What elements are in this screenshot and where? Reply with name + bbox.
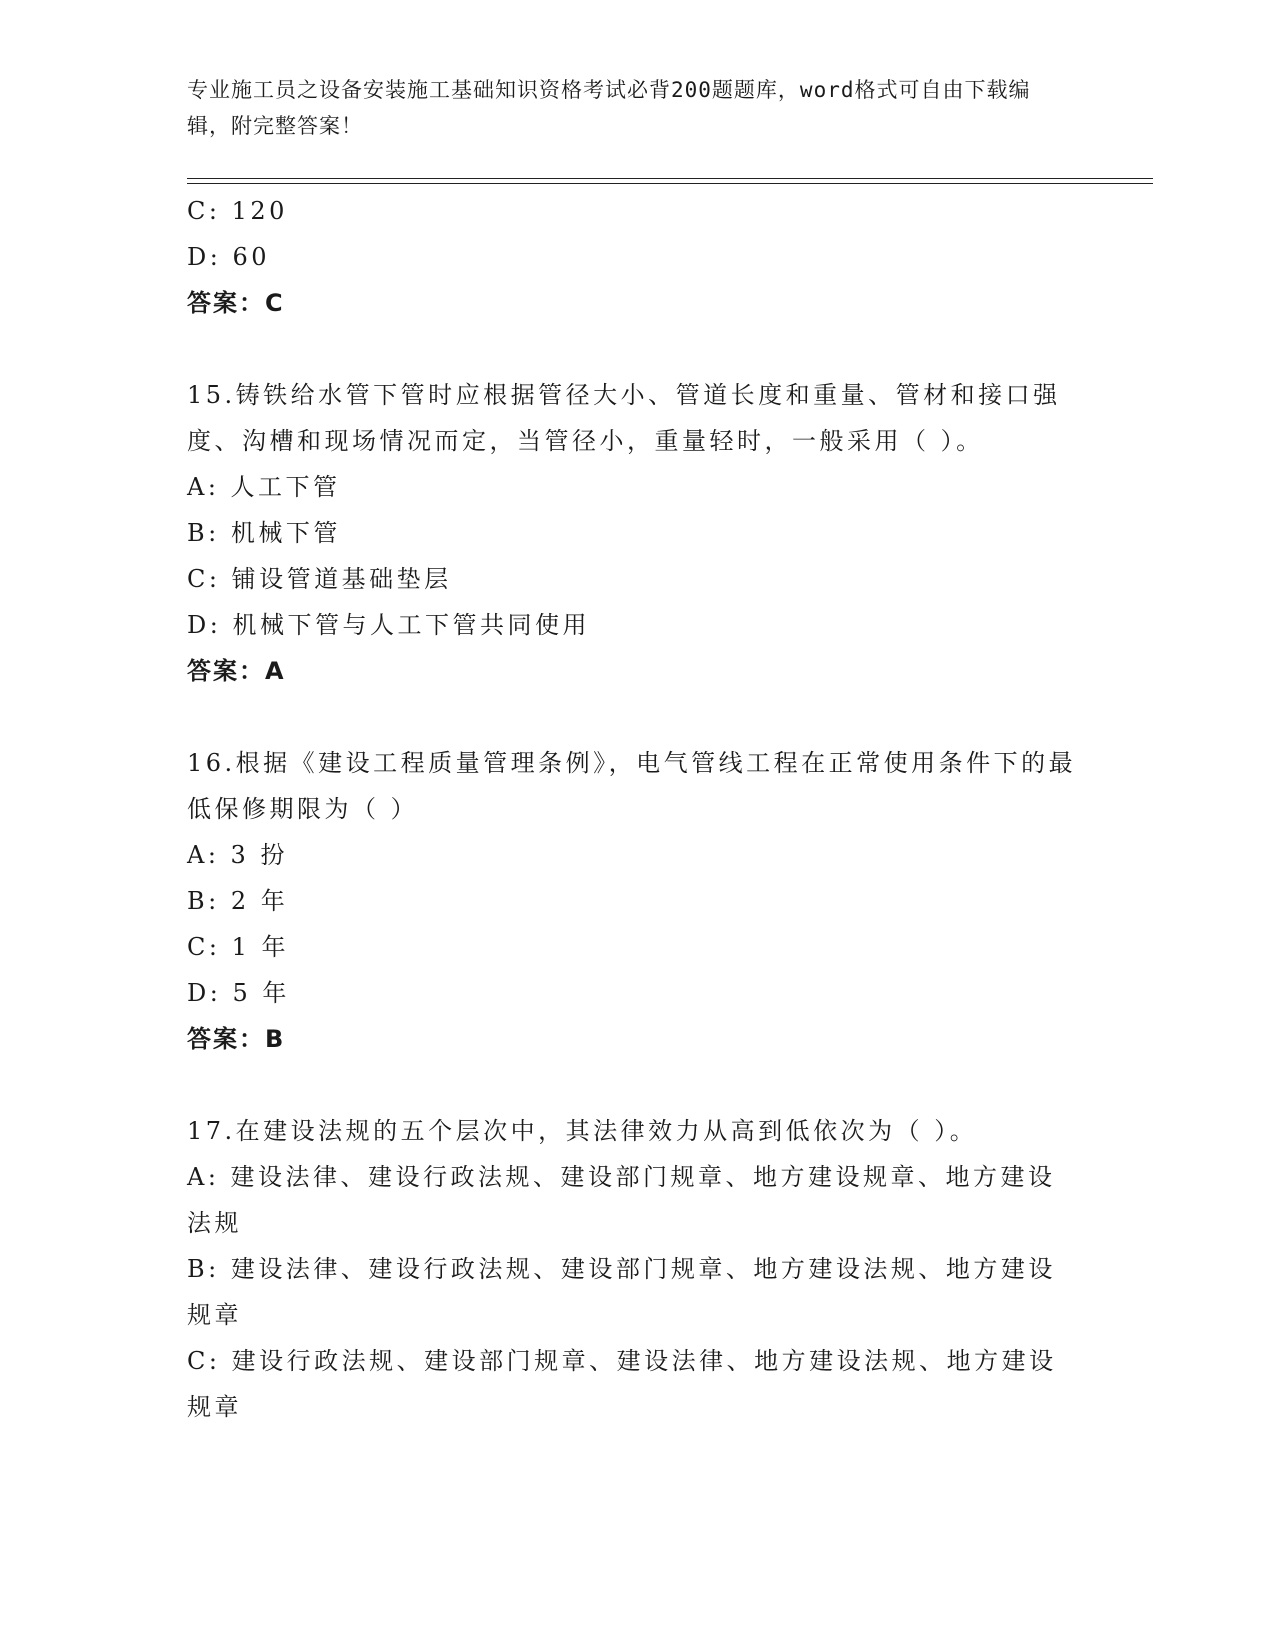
answer: 答案：A <box>187 657 286 685</box>
spacer <box>187 1062 1077 1108</box>
option-a: A: 3 扮 <box>187 841 288 869</box>
header-divider-top <box>187 178 1153 179</box>
header-divider-bottom <box>187 183 1153 184</box>
question-15 <box>187 372 1077 694</box>
option-a: A: 建设法律、建设行政法规、建设部门规章、地方建设规章、地方建设法规 <box>187 1163 1056 1237</box>
answer: 答案：C <box>187 289 285 317</box>
option-a: A: 人工下管 <box>187 473 341 501</box>
option-d: D: 机械下管与人工下管共同使用 <box>187 611 590 639</box>
option-b: B: 建设法律、建设行政法规、建设部门规章、地方建设法规、地方建设规章 <box>187 1255 1056 1329</box>
document-header: 专业施工员之设备安装施工基础知识资格考试必背200题题库，word格式可自由下载编辑，附完整答案！ <box>187 78 1031 138</box>
question-stem: 16.根据《建设工程质量管理条例》，电气管线工程在正常使用条件下的最低保修期限为（ ） <box>187 749 1077 823</box>
spacer <box>187 694 1077 740</box>
option-c: C: 建设行政法规、建设部门规章、建设法律、地方建设法规、地方建设规章 <box>187 1347 1057 1421</box>
question-14-tail <box>187 188 1077 326</box>
option-d: D: 5 年 <box>187 979 290 1007</box>
option-c: C: 铺设管道基础垫层 <box>187 565 452 593</box>
question-stem: 17.在建设法规的五个层次中，其法律效力从高到低依次为（ ）。 <box>187 1117 978 1145</box>
option-d: D: 60 <box>187 243 270 271</box>
option-b: B: 机械下管 <box>187 519 341 547</box>
answer: 答案：B <box>187 1025 286 1053</box>
question-17 <box>187 1108 1077 1430</box>
spacer <box>187 326 1077 372</box>
option-b: B: 2 年 <box>187 887 289 915</box>
option-c: C: 120 <box>187 197 288 225</box>
option-c: C: 1 年 <box>187 933 289 961</box>
question-stem: 15.铸铁给水管下管时应根据管径大小、管道长度和重量、管材和接口强度、沟槽和现场情况而定，当管径小，重量轻时，一般采用（ ）。 <box>187 381 1061 455</box>
question-list <box>187 188 1077 1430</box>
question-16 <box>187 740 1077 1062</box>
